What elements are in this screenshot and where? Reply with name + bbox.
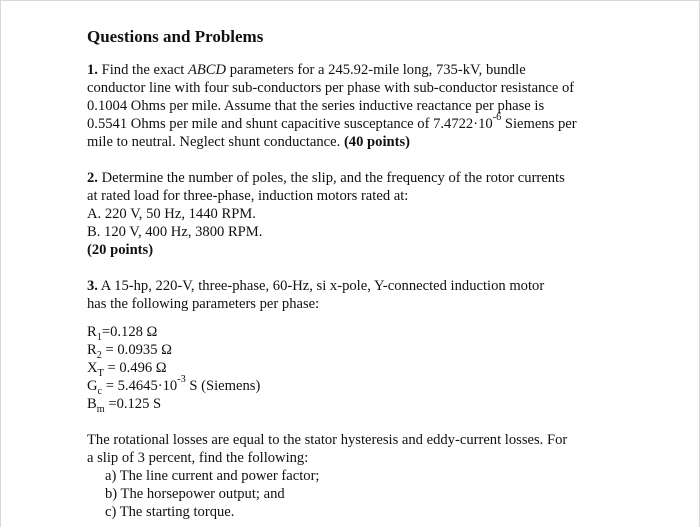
q3-parameter-list (87, 323, 639, 413)
q2-option-a: A. 220 V, 50 Hz, 1440 RPM. (87, 206, 256, 222)
q3-item-a: a) The line current and power factor; (105, 468, 320, 484)
param-xt: $X_T = 0.496$ Ω (87, 360, 167, 379)
q1-abcd: ABCD (187, 62, 227, 78)
param-gc: $G_c = 5.4645\cdot 10^{-3}$ S (Siemens) (87, 374, 261, 397)
q3-losses-line-2: a slip of 3 percent, find the following: (87, 450, 309, 466)
question-2 (87, 169, 639, 259)
q1-line-3: 0.1004 Ohms per mile. Assume that the series inductive reactance per phase is (87, 98, 545, 114)
q3-item-c: c) The starting torque. (105, 504, 235, 520)
q1-line-2: conductor line with four sub-conductors per phase with sub-conductor resistance of (87, 80, 575, 96)
question-3 (87, 277, 639, 313)
q2-option-b: B. 120 V, 400 Hz, 3800 RPM. (87, 224, 263, 240)
q3-item-b: b) The horsepower output; and (105, 486, 285, 502)
q1-number: 1. (87, 62, 98, 78)
q3-number: 3. (87, 278, 98, 294)
q3-line-1 (87, 277, 639, 295)
q2-line-2: at rated load for three-phase, induction motors rated at: (87, 188, 409, 204)
q1-text-b: parameters for a 245.92-mile long, 735-kV, bundle (226, 62, 526, 78)
q1-points: (40 points) (343, 134, 411, 150)
q2-line-1 (87, 169, 639, 187)
param-r1: $R_1=0.128$ Ω (87, 324, 158, 343)
q1-text-a: Find the exact (97, 62, 188, 78)
q1-line-4-b: Siemens per (501, 116, 577, 132)
q2-points: (20 points) (87, 242, 154, 258)
question-1 (87, 61, 639, 151)
q2-number: 2. (87, 170, 98, 186)
q1-line-5 (87, 133, 639, 151)
q3-losses-line-1: The rotational losses are equal to the stator hysteresis and eddy-current losses. For (87, 432, 568, 448)
param-bm: $B_m =0.125$ S (87, 396, 162, 415)
q1-line-4 (87, 112, 639, 133)
section-title: Questions and Problems (87, 27, 264, 46)
q2-text: Determine the number of poles, the slip, and the frequency of the rotor currents (97, 170, 565, 186)
param-r2: $R_2 = 0.0935$ Ω (87, 342, 172, 361)
q1-line-1 (87, 61, 639, 79)
q3-losses (87, 431, 639, 521)
q1-line-5-a: mile to neutral. Neglect shunt conductance. (87, 134, 344, 150)
q3-line-2: has the following parameters per phase: (87, 296, 320, 312)
q3-text: A 15-hp, 220-V, three-phase, 60-Hz, si x-pole, Y-connected induction motor (97, 278, 545, 294)
q1-line-4-a: 0.5541 Ohms per mile and shunt capacitive susceptance of 7.4722·10 (87, 116, 493, 132)
q1-exponent: -6 (492, 112, 502, 124)
